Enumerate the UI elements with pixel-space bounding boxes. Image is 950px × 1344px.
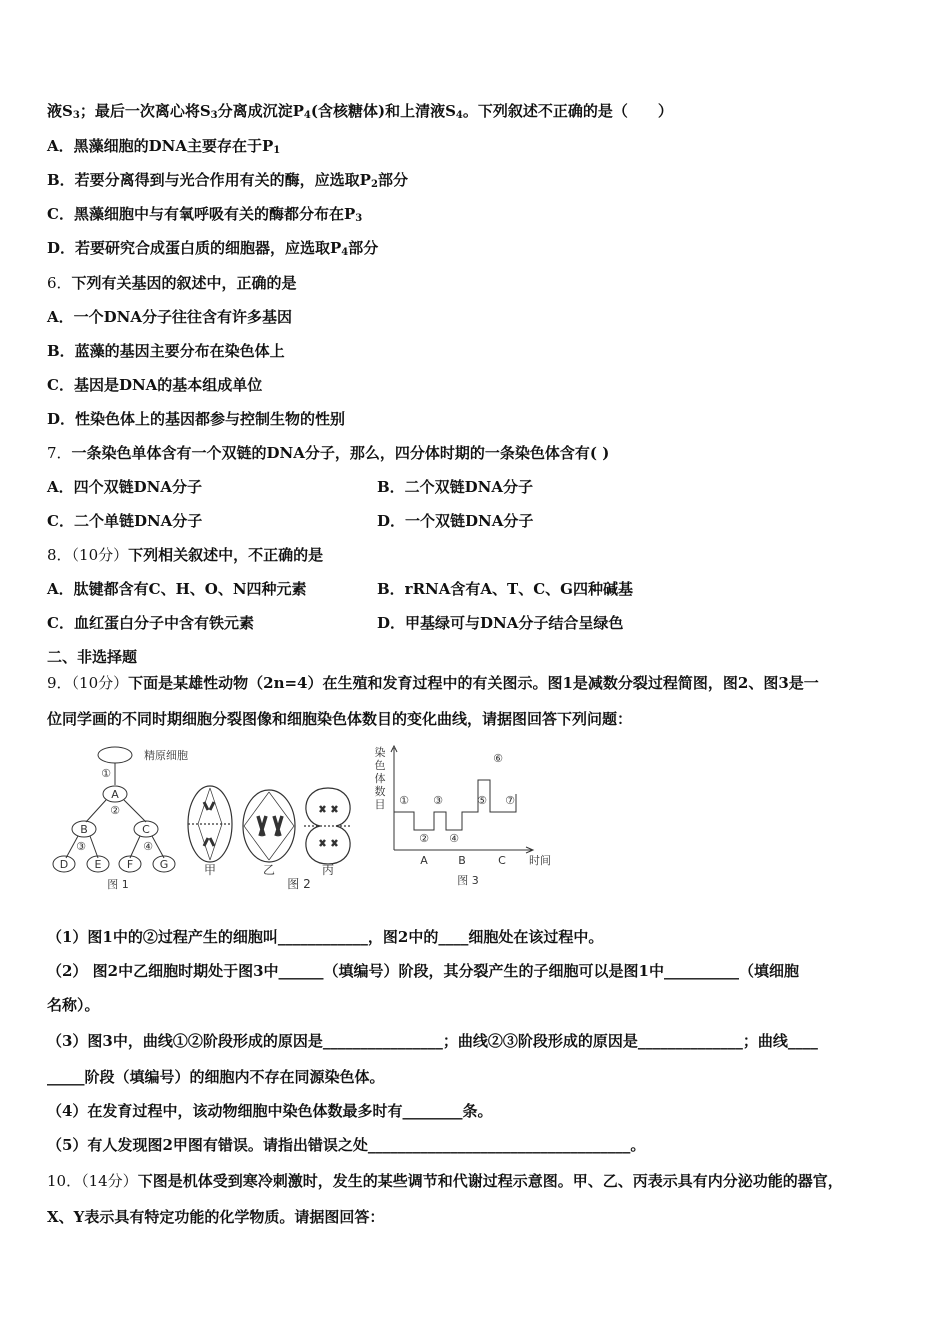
figure-1-meiosis-tree [48, 742, 188, 892]
spermatogonium-cell [98, 747, 132, 763]
fig3-stage-2: ② [419, 832, 429, 845]
fig1-step-4: ④ [143, 840, 153, 853]
section-heading: 二、非选择题 [47, 648, 138, 666]
fig1-node-c-label: C [142, 823, 150, 836]
q6-option-d: D．性染色体上的基因都参与控制生物的性别 [47, 410, 346, 428]
fig2-label-yi: 乙 [262, 863, 276, 877]
q9-sub2-cont: 名称）。 [47, 996, 100, 1014]
q9-sub2: （2） 图2中乙细胞时期处于图3中______（填编号）阶段，其分裂产生的子细胞可以是图1中__________（填细胞 [47, 962, 800, 980]
figure-2-cell-images [184, 780, 354, 892]
answer-blank[interactable]: ________________ [322, 1032, 443, 1050]
q6-option-c: C．基因是DNA的基本组成单位 [47, 376, 263, 394]
q8-option-a: A．肽键都含有C、H、O、N四种元素 [47, 580, 307, 598]
q6-option-a: A．一个DNA分子往往含有许多基因 [47, 308, 292, 326]
fig1-node-b-label: B [80, 823, 88, 836]
q7-option-a: A．四个双链DNA分子 [47, 478, 202, 496]
answer-blank[interactable]: ______________ [637, 1032, 743, 1050]
q8-option-c: C．血红蛋白分子中含有铁元素 [47, 614, 254, 632]
answer-blank[interactable]: ___________________________________ [367, 1136, 631, 1154]
fig3-ylabel-5: 目 [374, 798, 386, 811]
q5-option-b: B．若要分离得到与光合作用有关的酶，应选取$P_2$部分 [47, 171, 408, 190]
cell-yi [243, 790, 295, 862]
q7-options-row1 [47, 477, 202, 497]
fig1-node-e-label: E [94, 858, 102, 871]
fig3-stage-5: ⑤ [477, 794, 487, 807]
fig3-stage-7: ⑦ [505, 794, 515, 807]
q5-option-a: A．黑藻细胞的DNA主要存在于$P_1$ [47, 137, 281, 156]
fig1-step-2: ② [110, 804, 120, 817]
fig1-caption: 图 1 [107, 878, 129, 891]
fig3-ylabel-4: 数 [374, 785, 386, 798]
fig3-xtick-a: A [420, 854, 428, 867]
fig3-xlabel: 时间 [529, 854, 551, 867]
q7-option-c: C．二个单链DNA分子 [47, 512, 203, 530]
fig1-node-f-label: F [126, 858, 134, 871]
fig3-stage-1: ① [399, 794, 409, 807]
answer-blank[interactable]: ____________ [277, 928, 368, 946]
fig3-xtick-c: C [498, 854, 506, 867]
fig2-label-jia: 甲 [203, 863, 217, 877]
fig3-xtick-b: B [458, 854, 466, 867]
q9-sub1: （1）图1中的②过程产生的细胞叫____________，图2中的____细胞处在该过程中。 [47, 928, 604, 946]
q6-option-b: B．蓝藻的基因主要分布在染色体上 [47, 342, 285, 360]
q9-sub3: （3）图3中，曲线①②阶段形成的原因是________________；曲线②③阶段形成的原因是______________；曲线____ [47, 1032, 818, 1050]
q5-option-c: C．黑藻细胞中与有氧呼吸有关的酶都分布在$P_3$ [47, 205, 363, 224]
fig1-step-3: ③ [76, 840, 86, 853]
q7-option-b: B．二个双链DNA分子 [377, 478, 534, 496]
answer-blank[interactable]: ____ [787, 1032, 818, 1050]
q8-option-d: D．甲基绿可与DNA分子结合呈绿色 [377, 614, 624, 632]
q8-option-b: B．rRNA含有A、T、C、G四种碱基 [377, 580, 633, 598]
q10-stem-line1: 10．（14分）下图是机体受到寒冷刺激时，发生的某些调节和代谢过程示意图。甲、乙、丙表示具有内分泌功能的器官， [47, 1172, 843, 1190]
q6-stem: 6．下列有关基因的叙述中，正确的是 [47, 274, 297, 292]
answer-blank[interactable]: ______ [278, 962, 324, 980]
q8-stem: 8．（10分）下列相关叙述中，不正确的是 [47, 546, 324, 564]
fig3-stage-3: ③ [433, 794, 443, 807]
fig3-ylabel-1: 染 [374, 746, 386, 759]
q7-option-d: D．一个双链DNA分子 [377, 512, 534, 530]
fig1-step-1: ① [101, 767, 111, 780]
q9-stem-line2: 位同学画的不同时期细胞分裂图像和细胞染色体数目的变化曲线，请据图回答下列问题： [47, 710, 633, 728]
fig1-node-g-label: G [159, 858, 169, 871]
q7-stem: 7．一条染色单体含有一个双链的DNA分子，那么，四分体时期的一条染色体含有( ) [47, 444, 610, 462]
answer-blank[interactable]: ____ [438, 928, 469, 946]
fig1-node-d-label: D [59, 858, 69, 871]
fig3-caption: 图 3 [457, 874, 479, 887]
answer-blank[interactable]: ________ [402, 1102, 463, 1120]
q10-stem-line2: X、Y表示具有特定功能的化学物质。请据图回答： [47, 1208, 385, 1226]
answer-blank[interactable]: _____ [47, 1068, 85, 1086]
fig2-caption: 图 2 [287, 877, 311, 891]
q9-stem-line1: 9．（10分）下面是某雄性动物（2n=4）在生殖和发育过程中的有关图示。图1是减数分裂过程简图，图2、图3是一 [47, 674, 819, 692]
q5-stem: 液$S_3$；最后一次离心将$S_3$分离成沉淀$P_4$(含核糖体)和上清液$S_4$。下列叙述不正确的是（ ） [47, 102, 673, 121]
fig1-top-label: 精原细胞 [144, 749, 188, 762]
fig3-stage-6: ⑥ [493, 752, 503, 765]
figure-3-chromosome-curve [370, 742, 560, 892]
q9-sub3-cont: _____阶段（填编号）的细胞内不存在同源染色体。 [47, 1068, 385, 1086]
answer-blank[interactable]: __________ [664, 962, 739, 980]
q9-sub4: （4）在发育过程中，该动物细胞中染色体数最多时有________条。 [47, 1102, 493, 1120]
fig3-ylabel-2: 色 [374, 759, 386, 772]
fig3-ylabel-3: 体 [374, 772, 386, 785]
fig3-curve [394, 780, 516, 830]
q9-sub5: （5）有人发现图2甲图有错误。请指出错误之处___________________________________。 [47, 1136, 646, 1154]
q5-option-d: D．若要研究合成蛋白质的细胞器，应选取$P_4$部分 [47, 239, 379, 258]
fig1-node-a-label: A [111, 788, 119, 801]
fig2-label-bing: 丙 [321, 863, 335, 877]
fig3-stage-4: ④ [449, 832, 459, 845]
